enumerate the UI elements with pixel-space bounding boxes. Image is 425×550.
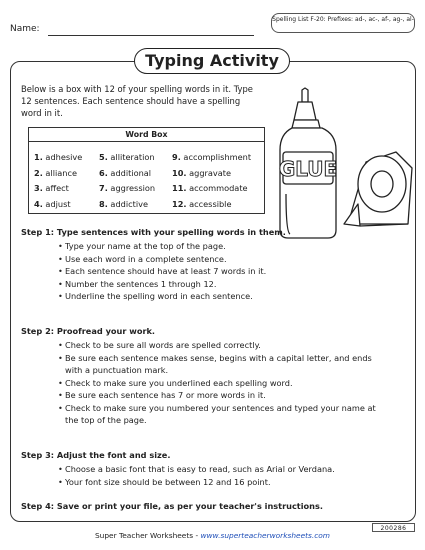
word-item: 5. alliteration [99, 152, 155, 162]
tape-dispenser-icon [344, 152, 412, 226]
word-item: 3. affect [34, 183, 69, 193]
word-item: 11. accommodate [172, 183, 248, 193]
list-item: • Your font size should be between 12 and 16 point. [58, 476, 408, 489]
list-item: • Check to make sure you underlined each spelling word. [58, 377, 378, 390]
word-item: 7. aggression [99, 183, 156, 193]
step-2-list [58, 339, 378, 427]
word-item: 1. adhesive [34, 152, 83, 162]
name-line[interactable] [48, 35, 254, 36]
footer [0, 531, 425, 540]
list-item: • Number the sentences 1 through 12. [58, 278, 398, 291]
word-item: 12. accessible [172, 198, 232, 209]
word-box-title: Word Box [29, 128, 264, 142]
list-item: • Be sure each sentence has 7 or more words in it. [58, 389, 378, 402]
list-item: • Check to be sure all words are spelled correctly. [58, 339, 378, 352]
word-item: 8. addictive [99, 198, 148, 209]
step-3-title: Step 3: Adjust the font and size. [21, 450, 171, 460]
step-3-list [58, 463, 408, 488]
word-item: 10. aggravate [172, 167, 232, 178]
word-column-1 [34, 150, 82, 212]
word-item: 4. adjust [34, 198, 71, 209]
list-item: • Underline the spelling word in each sentence. [58, 290, 398, 303]
list-item: • Type your name at the top of the page. [58, 240, 398, 253]
page-title: Typing Activity [134, 48, 290, 74]
list-item: • Be sure each sentence makes sense, begins with a capital letter, and ends with a punctuation mark. [58, 352, 378, 377]
step-1-list [58, 240, 398, 303]
list-item: • Use each word in a complete sentence. [58, 253, 398, 266]
word-box [28, 127, 265, 214]
name-label: Name: [10, 24, 40, 34]
step-2-title: Step 2: Proofread your work. [21, 326, 156, 336]
word-item: 9. accomplishment [172, 152, 252, 162]
intro-text: Below is a box with 12 of your spelling words in it. Type 12 sentences. Each sentence should have a spelling word in it. [21, 84, 253, 118]
list-item: • Each sentence should have at least 7 words in it. [58, 265, 398, 278]
list-item: • Choose a basic font that is easy to read, such as Arial or Verdana. [58, 463, 408, 476]
footer-link[interactable]: www.superteacherworksheets.com [200, 531, 330, 540]
glue-label: GLUE [278, 157, 338, 181]
spelling-list-box: Spelling List F-20: Prefixes: ad-, ac-, af-, ag-, al- [271, 13, 415, 33]
word-item: 2. alliance [34, 167, 78, 178]
word-column-2 [99, 150, 155, 212]
worksheet-code: 200286 [372, 523, 415, 532]
footer-text: Super Teacher Worksheets - [94, 531, 201, 540]
step-4-title: Step 4: Save or print your file, as per your teacher's instructions. [21, 501, 323, 511]
glue-and-tape-illustration [272, 86, 416, 246]
step-1-title: Step 1: Type sentences with your spelling words in them. [21, 227, 286, 237]
word-item: 6. additional [99, 167, 152, 178]
word-column-3 [172, 150, 251, 212]
list-item: • Check to make sure you numbered your sentences and typed your name at the top of the page. [58, 402, 378, 427]
